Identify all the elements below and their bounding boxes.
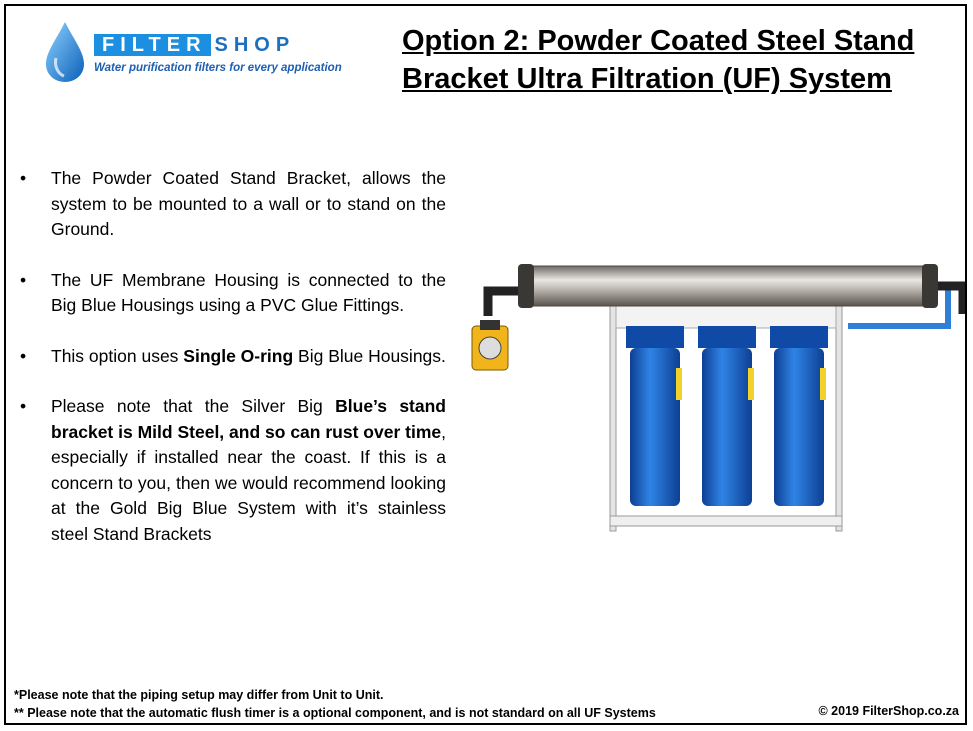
bullet-text: , especially if installed near the coast. If this is a concern to you, then we would recommend looking at the Gold Big Blue System with it’s stainless steel Stand Brackets: [51, 421, 446, 544]
bullet-text: The Powder Coated Stand Bracket, allows the system to be mounted to a wall or to stand on the Ground.: [51, 168, 446, 239]
page-title: Option 2: Powder Coated Steel Stand Bracket Ultra Filtration (UF) System: [402, 25, 915, 95]
footnotes: [14, 686, 656, 722]
bullet-text: The UF Membrane Housing is connected to the Big Blue Housings using a PVC Glue Fittings.: [51, 269, 446, 315]
logo-brand-shop: SHOP: [214, 34, 296, 56]
slide: [4, 4, 967, 725]
bullet-item: [18, 166, 446, 243]
bullet-bold-text: Blue’s stand bracket is Mild Steel, and so can rust over time: [51, 396, 446, 442]
filtershop-logo: [42, 20, 382, 90]
bullet-bold-text: Single O-ring: [183, 345, 294, 366]
logo-wordmark: [94, 34, 295, 56]
footnote-flush-timer: ** Please note that the automatic flush timer is a optional component, and is not standard on all UF Systems: [14, 706, 656, 720]
footnote-piping: *Please note that the piping setup may differ from Unit to Unit.: [14, 688, 384, 702]
copyright-text: © 2019 FilterShop.co.za: [818, 704, 959, 718]
bullet-item: [18, 268, 446, 319]
water-drop-icon: [42, 20, 88, 84]
bullet-text: This option uses: [51, 345, 184, 366]
bullet-text: Big Blue Housings.: [293, 345, 446, 366]
bullet-item: [18, 344, 446, 370]
uf-filtration-system-image: [458, 256, 967, 546]
logo-brand-filter: FILTER: [94, 34, 211, 56]
bullet-text: Please note that the Silver Big: [51, 396, 336, 416]
bullet-item: [18, 394, 446, 547]
feature-bullet-list: [18, 166, 446, 572]
logo-tagline: Water purification filters for every application: [94, 62, 342, 74]
